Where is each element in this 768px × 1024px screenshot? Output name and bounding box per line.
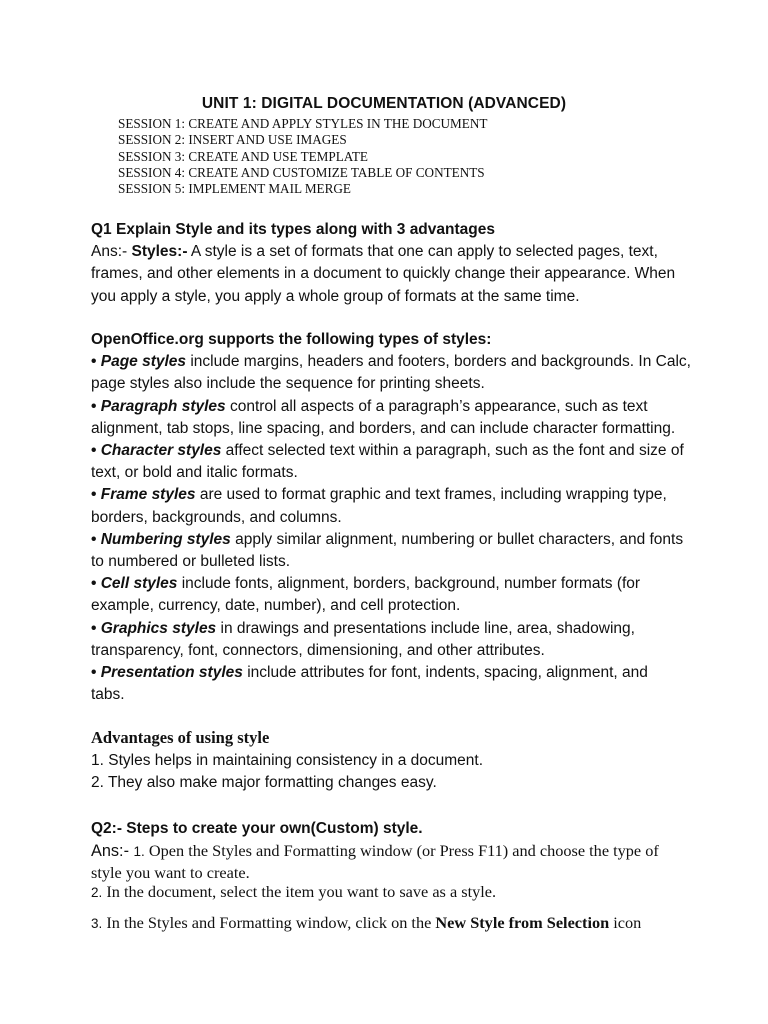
style-type-item bbox=[91, 618, 731, 640]
style-type-desc: example, currency, date, number), and cell protection. bbox=[91, 597, 461, 615]
style-type-desc: text, or bold and italic formats. bbox=[91, 464, 298, 482]
q2-heading-wrap bbox=[91, 818, 731, 840]
style-type-item bbox=[91, 484, 731, 506]
style-type-desc: alignment, tab stops, line spacing, and borders, and can include character formatting. bbox=[91, 419, 676, 437]
session-item: SESSION 3: CREATE AND USE TEMPLATE bbox=[118, 148, 368, 164]
step-text: In the document, select the item you want to save as a style. bbox=[102, 882, 497, 901]
step-text: icon bbox=[609, 913, 642, 932]
step-number: 1. bbox=[133, 844, 145, 859]
bullet: • bbox=[91, 575, 101, 593]
style-type-desc: include attributes for font, indents, spacing, alignment, and bbox=[242, 664, 648, 682]
step-text: style you want to create. bbox=[91, 863, 250, 882]
step-number: 3. bbox=[91, 916, 103, 931]
style-type-desc: control all aspects of a paragraph’s appearance, such as text bbox=[225, 397, 648, 415]
bullet: • bbox=[91, 353, 101, 371]
styles-label: Styles:- bbox=[131, 243, 188, 261]
advantage-item: 1. Styles helps in maintaining consistency in a document. bbox=[91, 752, 484, 769]
style-types-section bbox=[91, 329, 731, 706]
style-type-item bbox=[91, 529, 731, 551]
page-title: UNIT 1: DIGITAL DOCUMENTATION (ADVANCED) bbox=[201, 95, 567, 112]
step-text: Open the Styles and Formatting window (or Press F11) and choose the type of bbox=[144, 841, 659, 860]
style-type-item bbox=[91, 440, 731, 462]
style-type-name: Graphics styles bbox=[100, 619, 217, 637]
style-type-item bbox=[91, 351, 731, 373]
style-type-desc: in drawings and presentations include line, area, shadowing, bbox=[216, 619, 635, 637]
style-type-desc: tabs. bbox=[91, 686, 125, 704]
bullet: • bbox=[91, 397, 101, 415]
answer-text: frames, and other elements in a document to quickly change their appearance. When bbox=[91, 265, 676, 283]
style-type-desc: are used to format graphic and text frames, including wrapping type, bbox=[195, 486, 667, 504]
step-number: 2. bbox=[91, 885, 103, 900]
style-type-desc: page styles also include the sequence for printing sheets. bbox=[91, 375, 485, 393]
advantages-heading: Advantages of using style bbox=[91, 728, 270, 747]
style-type-name: Numbering styles bbox=[100, 530, 231, 548]
style-type-desc: include fonts, alignment, borders, background, number formats (for bbox=[177, 575, 641, 593]
style-type-name: Presentation styles bbox=[100, 664, 243, 682]
step-text: In the Styles and Formatting window, click on the bbox=[102, 913, 436, 932]
session-item: SESSION 5: IMPLEMENT MAIL MERGE bbox=[118, 181, 351, 197]
style-type-name: Page styles bbox=[100, 353, 187, 371]
style-type-name: Cell styles bbox=[100, 575, 178, 593]
q2-heading: Q2:- Steps to create your own(Custom) style. bbox=[91, 820, 423, 837]
bullet: • bbox=[91, 486, 101, 504]
q1-answer bbox=[91, 241, 731, 263]
step-1-line bbox=[91, 840, 721, 862]
style-types-heading: OpenOffice.org supports the following types of styles: bbox=[91, 331, 492, 348]
bullet: • bbox=[91, 442, 101, 460]
style-type-item bbox=[91, 662, 731, 684]
bullet: • bbox=[91, 530, 101, 548]
style-type-name: Frame styles bbox=[100, 486, 196, 504]
q2-step-2 bbox=[91, 881, 721, 903]
style-type-name: Character styles bbox=[100, 442, 222, 460]
answer-prefix: Ans:- bbox=[91, 842, 134, 860]
style-type-desc: borders, backgrounds, and columns. bbox=[91, 508, 342, 526]
style-type-desc: to numbered or bulleted lists. bbox=[91, 553, 291, 571]
answer-text: you apply a style, you apply a whole group of formats at the same time. bbox=[91, 287, 580, 305]
advantage-item: 2. They also make major formatting changes easy. bbox=[91, 774, 437, 792]
style-type-name: Paragraph styles bbox=[100, 397, 226, 415]
bullet: • bbox=[91, 664, 101, 682]
style-type-desc: affect selected text within a paragraph, such as the font and size of bbox=[221, 442, 684, 460]
q1-heading: Q1 Explain Style and its types along with 3 advantages bbox=[91, 221, 495, 238]
q1-section bbox=[91, 219, 731, 308]
session-item: SESSION 4: CREATE AND CUSTOMIZE TABLE OF CONTENTS bbox=[118, 164, 485, 180]
bullet: • bbox=[91, 619, 101, 637]
answer-prefix: Ans:- bbox=[91, 243, 132, 261]
answer-text: A style is a set of formats that one can apply to selected pages, text, bbox=[187, 243, 658, 261]
step-2-line bbox=[91, 881, 721, 903]
session-item: SESSION 2: INSERT AND USE IMAGES bbox=[118, 132, 347, 148]
style-type-desc: apply similar alignment, numbering or bullet characters, and fonts bbox=[230, 530, 684, 548]
style-type-desc: include margins, headers and footers, borders and backgrounds. In Calc, bbox=[186, 353, 691, 371]
step-3-line bbox=[91, 912, 721, 934]
style-type-item bbox=[91, 396, 731, 418]
q2-step-3 bbox=[91, 912, 721, 934]
session-item: SESSION 1: CREATE AND APPLY STYLES IN THE DOCUMENT bbox=[118, 116, 488, 131]
session-list bbox=[118, 116, 487, 197]
style-type-item bbox=[91, 573, 731, 595]
style-type-desc: transparency, font, connectors, dimensioning, and other attributes. bbox=[91, 641, 545, 659]
advantages-list bbox=[91, 750, 731, 794]
q2-step-1 bbox=[91, 840, 721, 883]
new-style-from-selection-label: New Style from Selection bbox=[435, 913, 610, 932]
